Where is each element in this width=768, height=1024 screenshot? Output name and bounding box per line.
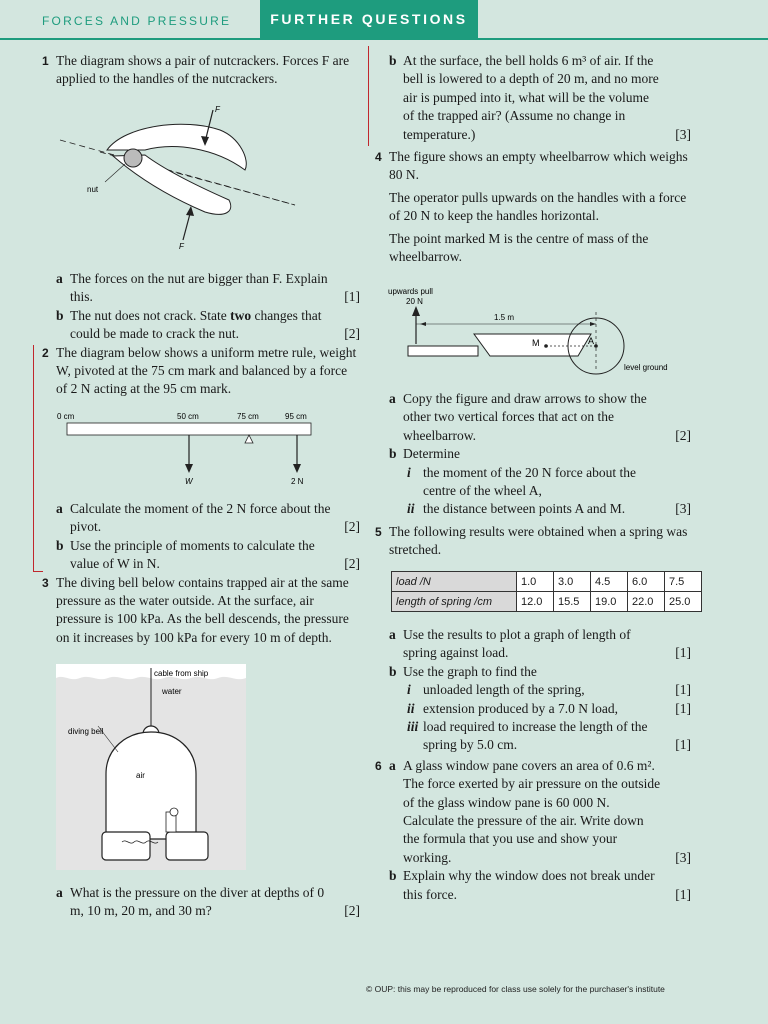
table-cell: 4.5 [591, 572, 628, 592]
part-text: Copy the figure and draw arrows to show the other two vertical forces that act on the wheelbarrow. [403, 391, 647, 443]
point-M-label: M [532, 338, 540, 348]
part-text: Determine [403, 446, 460, 462]
q2-q3-text [42, 500, 360, 647]
force-2N-label: 2 N [291, 477, 304, 486]
part-text: extension produced by a 7.0 N load, [423, 700, 618, 716]
water-label: water [162, 687, 182, 696]
q5biii [389, 718, 691, 755]
q2a [56, 500, 360, 537]
further-questions-tab: FURTHER QUESTIONS [260, 0, 478, 38]
q3b [389, 52, 691, 144]
marks: [2] [344, 556, 360, 572]
question-5 [375, 523, 691, 560]
part-text: What is the pressure on the diver at depths of 0 m, 10 m, 20 m, and 30 m? [70, 885, 325, 919]
metre-rule-figure [55, 408, 325, 488]
part-letter: a [389, 757, 396, 773]
marks: [1] [675, 886, 691, 902]
part-letter: a [56, 271, 63, 286]
q4b [389, 445, 691, 463]
part-roman: ii [407, 501, 415, 517]
air-label: air [136, 771, 145, 780]
q6a [389, 757, 691, 867]
question-number: 6 [375, 758, 382, 773]
part-text-bold: two [230, 307, 252, 323]
question-text-2: The operator pulls upwards on the handles with a force of 20 N to keep the handles horizontal. [389, 189, 687, 224]
question-2 [42, 344, 360, 399]
table-cell: 22.0 [628, 592, 665, 612]
distance-label: 1.5 m [494, 313, 515, 322]
part-roman: i [407, 682, 411, 698]
force-F-bottom-label: F [179, 242, 184, 251]
part-letter: a [389, 627, 396, 642]
part-text: At the surface, the bell holds 6 m³ of air. If the bell is lowered to a depth of 20 m, and no more air is pumped into it, what will be the volume of the trapped air? (Assume no change in temperature.) [403, 53, 659, 142]
question-number: 4 [375, 150, 382, 165]
question-1 [42, 52, 360, 89]
part-roman: iii [407, 719, 419, 735]
part-text: the distance between points A and M. [423, 501, 626, 517]
question-6 [375, 757, 691, 904]
part-text: the moment of the 20 N force about the centre of the wheel A, [423, 464, 636, 499]
q1-parts [42, 270, 360, 399]
table-cell: 12.0 [517, 592, 554, 612]
wheelbarrow-figure [386, 284, 686, 384]
question-3 [42, 574, 360, 648]
q3a [56, 884, 360, 921]
question-number: 3 [42, 575, 49, 590]
part-text: Use the results to plot a graph of length of spring against load. [403, 627, 631, 661]
table-row [392, 592, 702, 612]
level-ground-label: level ground [624, 363, 668, 372]
nutcracker-figure [55, 100, 305, 260]
marks: [1] [675, 682, 691, 698]
marks: [2] [344, 903, 360, 919]
copyright-footer: © OUP: this may be reproduced for class use solely for the purchaser's institute [366, 984, 665, 994]
part-letter: b [56, 537, 64, 553]
part-text: Use the principle of moments to calculate the value of W in N. [70, 537, 315, 572]
table-cell: 25.0 [665, 592, 702, 612]
rule-0cm-label: 0 cm [57, 412, 75, 421]
q4bi [389, 464, 691, 501]
row-header: length of spring /cm [392, 592, 517, 612]
part-letter: b [389, 53, 397, 68]
table-cell: 3.0 [554, 572, 591, 592]
part-text: Calculate the moment of the 2 N force about the pivot. [70, 501, 331, 535]
table-cell: 19.0 [591, 592, 628, 612]
row-header: load /N [392, 572, 517, 592]
right-column-bottom [375, 626, 691, 904]
part-text: load required to increase the length of the spring by 5.0 cm. [423, 719, 648, 753]
marks: [1] [344, 289, 360, 305]
table-cell: 1.0 [517, 572, 554, 592]
marks: [3] [675, 849, 691, 865]
point-A-label: A [588, 336, 595, 346]
question-4 [375, 148, 691, 266]
question-text-3: The point marked M is the centre of mass of the wheelbarrow. [389, 230, 649, 265]
part-text-post: changes that could be made to crack the nut. [70, 307, 322, 342]
table-cell: 7.5 [665, 572, 702, 592]
marks: [3] [675, 501, 691, 517]
question-text: The diagram below shows a uniform metre rule, weight W, pivoted at the 75 cm mark and balanced by a force of 2 N acting at the 95 cm mark. [56, 344, 357, 397]
q2b [56, 537, 360, 574]
rule-50cm-label: 50 cm [177, 412, 199, 421]
q5a [389, 626, 691, 663]
left-column [42, 52, 360, 89]
question-number: 1 [42, 54, 49, 68]
part-text: A glass window pane covers an area of 0.6 m². The force exerted by air pressure on the outside of the glass window pane is 60 000 N. Calculate the pressure of the air. Write down the formula that you use and show your working. [403, 757, 661, 865]
part-letter: a [56, 885, 63, 900]
part-roman: ii [407, 700, 415, 716]
marks: [2] [344, 519, 360, 535]
table-cell: 6.0 [628, 572, 665, 592]
question-number: 2 [42, 345, 49, 360]
table-row [392, 572, 702, 592]
part-letter: b [389, 868, 397, 884]
nut-label: nut [87, 185, 99, 194]
diving-bell-label: diving bell [68, 727, 104, 736]
marks: [3] [675, 126, 691, 142]
force-F-top-label: F [215, 105, 220, 114]
q1a [56, 270, 360, 307]
right-column-mid [375, 390, 691, 560]
part-text: Use the graph to find the [403, 663, 537, 679]
cable-label: cable from ship [154, 669, 209, 678]
q3a-block [42, 884, 360, 921]
upwards-pull-value: 20 N [406, 297, 423, 306]
marks: [2] [344, 326, 360, 342]
part-letter: a [56, 501, 63, 516]
part-roman: i [407, 464, 411, 480]
q6b [389, 867, 691, 904]
margin-rule-q2 [33, 345, 34, 571]
marks: [1] [675, 700, 691, 716]
question-number: 5 [375, 524, 382, 539]
part-text: unloaded length of the spring, [423, 682, 585, 698]
q5bii [389, 700, 691, 718]
q4a [389, 390, 691, 445]
q1b [56, 307, 360, 344]
upwards-pull-label: upwards pull [388, 287, 433, 296]
question-text: The following results were obtained when a spring was stretched. [389, 523, 688, 558]
part-text-pre: The nut does not crack. State [70, 307, 231, 323]
rule-75cm-label: 75 cm [237, 412, 259, 421]
part-letter: b [389, 663, 397, 679]
marks: [1] [675, 645, 691, 661]
table-cell: 15.5 [554, 592, 591, 612]
part-text: The forces on the nut are bigger than F. Explain this. [70, 271, 328, 305]
part-letter: b [56, 307, 64, 323]
rule-95cm-label: 95 cm [285, 412, 307, 421]
q5bi [389, 681, 691, 699]
q4bii [389, 500, 691, 518]
page-header [0, 0, 768, 40]
q5b [389, 663, 691, 681]
part-letter: a [389, 391, 396, 406]
margin-rule-q3b [368, 46, 369, 146]
part-letter: b [389, 446, 397, 462]
diving-bell-figure [56, 664, 246, 870]
part-text: Explain why the window does not break under this force. [403, 868, 655, 902]
spring-results-table [391, 571, 702, 612]
right-column-top [375, 52, 691, 266]
question-text: The diving bell below contains trapped air at the same pressure as the water outside. At the surface, air pressure is 100 kPa. As the bell descends, the pressure on it increases by 100 kPa for every 10 m of depth. [56, 574, 349, 645]
question-text: The diagram shows a pair of nutcrackers. Forces F are applied to the handles of the nutcrackers. [56, 53, 350, 87]
marks: [1] [675, 737, 691, 753]
marks: [2] [675, 427, 691, 443]
question-text-1: The figure shows an empty wheelbarrow which weighs 80 N. [389, 149, 688, 183]
section-title: FORCES AND PRESSURE [42, 14, 232, 28]
weight-W-label: W [185, 477, 193, 486]
